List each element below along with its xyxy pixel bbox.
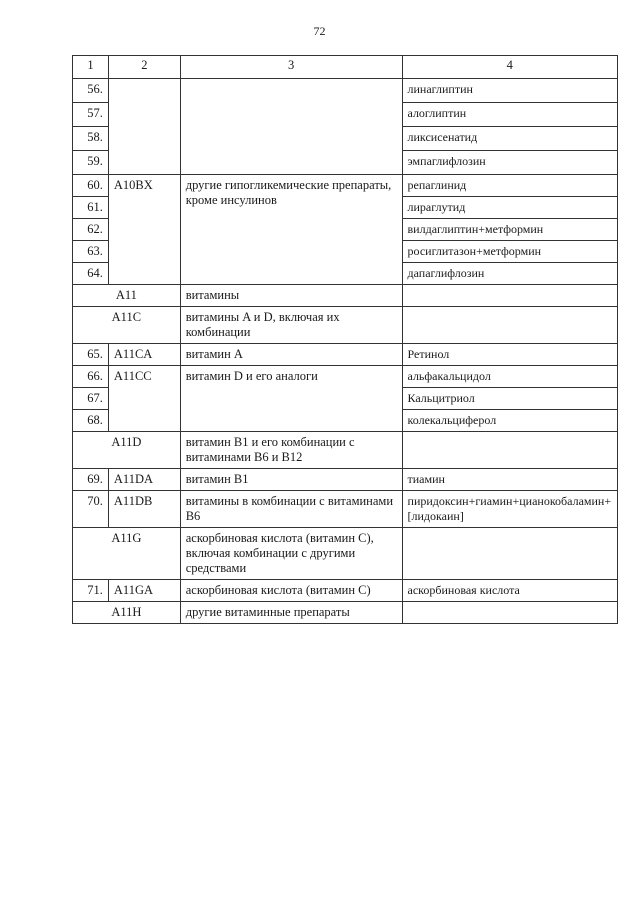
table-row — [73, 528, 618, 580]
row-number: 58. — [73, 127, 109, 151]
row-number: 64. — [73, 263, 109, 285]
table-row — [73, 285, 618, 307]
row-number: 61. — [73, 197, 109, 219]
drug-name: аскорбиновая кислота — [402, 580, 617, 602]
atc-code: A11DB — [108, 491, 180, 528]
atc-code: A10BX — [108, 175, 180, 285]
table-row — [73, 580, 618, 602]
drug-name — [402, 602, 617, 624]
row-number: 69. — [73, 469, 109, 491]
drug-name: эмпаглифлозин — [402, 151, 617, 175]
row-number: 67. — [73, 388, 109, 410]
table-row — [73, 344, 618, 366]
drug-name: тиамин — [402, 469, 617, 491]
header-cell: 1 — [73, 56, 109, 79]
drug-name — [402, 528, 617, 580]
group-description: аскорбиновая кислота (витамин C), включая комбинации с другими средствами — [180, 528, 402, 580]
table-row — [73, 432, 618, 469]
atc-code: A11D — [73, 432, 181, 469]
group-description: витамин B1 и его комбинации с витаминами B6 и B12 — [180, 432, 402, 469]
group-description: витамин B1 — [180, 469, 402, 491]
drug-name: лираглутид — [402, 197, 617, 219]
row-number: 63. — [73, 241, 109, 263]
drug-name: репаглинид — [402, 175, 617, 197]
row-number: 56. — [73, 79, 109, 103]
drug-name: альфакальцидол — [402, 366, 617, 388]
drug-name: алоглиптин — [402, 103, 617, 127]
atc-code: A11DA — [108, 469, 180, 491]
row-number: 65. — [73, 344, 109, 366]
drug-name: росиглитазон+метформин — [402, 241, 617, 263]
drug-name: вилдаглиптин+метформин — [402, 219, 617, 241]
drug-name — [402, 285, 617, 307]
drug-name — [402, 307, 617, 344]
drug-name: ликсисенатид — [402, 127, 617, 151]
table-row — [73, 307, 618, 344]
drug-table — [72, 55, 618, 624]
group-description: другие витаминные препараты — [180, 602, 402, 624]
group-description: аскорбиновая кислота (витамин C) — [180, 580, 402, 602]
row-number: 66. — [73, 366, 109, 388]
row-number: 70. — [73, 491, 109, 528]
atc-code: A11G — [73, 528, 181, 580]
atc-code — [108, 79, 180, 175]
table-row — [73, 469, 618, 491]
atc-code: A11 — [73, 285, 181, 307]
drug-name: Ретинол — [402, 344, 617, 366]
group-description: витамины в комбинации с витаминами B6 — [180, 491, 402, 528]
drug-name — [402, 432, 617, 469]
row-number: 57. — [73, 103, 109, 127]
drug-name: пиридоксин+гиамин+цианокобаламин+[лидокаин] — [402, 491, 617, 528]
group-description: другие гипогликемические препараты, кроме инсулинов — [180, 175, 402, 285]
table-row — [73, 491, 618, 528]
drug-name: дапаглифлозин — [402, 263, 617, 285]
group-description: витамин D и его аналоги — [180, 366, 402, 432]
group-description: витамины A и D, включая их комбинации — [180, 307, 402, 344]
group-description: витамин A — [180, 344, 402, 366]
atc-code: A11C — [73, 307, 181, 344]
drug-name: Кальцитриол — [402, 388, 617, 410]
drug-name: линаглиптин — [402, 79, 617, 103]
atc-code: A11CC — [108, 366, 180, 432]
row-number: 71. — [73, 580, 109, 602]
header-cell: 3 — [180, 56, 402, 79]
atc-code: A11H — [73, 602, 181, 624]
atc-code: A11GA — [108, 580, 180, 602]
page-number: 72 — [313, 24, 326, 38]
group-description: витамины — [180, 285, 402, 307]
atc-code: A11CA — [108, 344, 180, 366]
table-row — [73, 366, 618, 388]
header-cell: 2 — [108, 56, 180, 79]
table-row — [73, 79, 618, 103]
group-description — [180, 79, 402, 175]
row-number: 68. — [73, 410, 109, 432]
table-row — [73, 175, 618, 197]
drug-name: колекальциферол — [402, 410, 617, 432]
row-number: 59. — [73, 151, 109, 175]
header-cell: 4 — [402, 56, 617, 79]
table-row — [73, 602, 618, 624]
row-number: 60. — [73, 175, 109, 197]
table-header-row — [73, 56, 618, 79]
row-number: 62. — [73, 219, 109, 241]
